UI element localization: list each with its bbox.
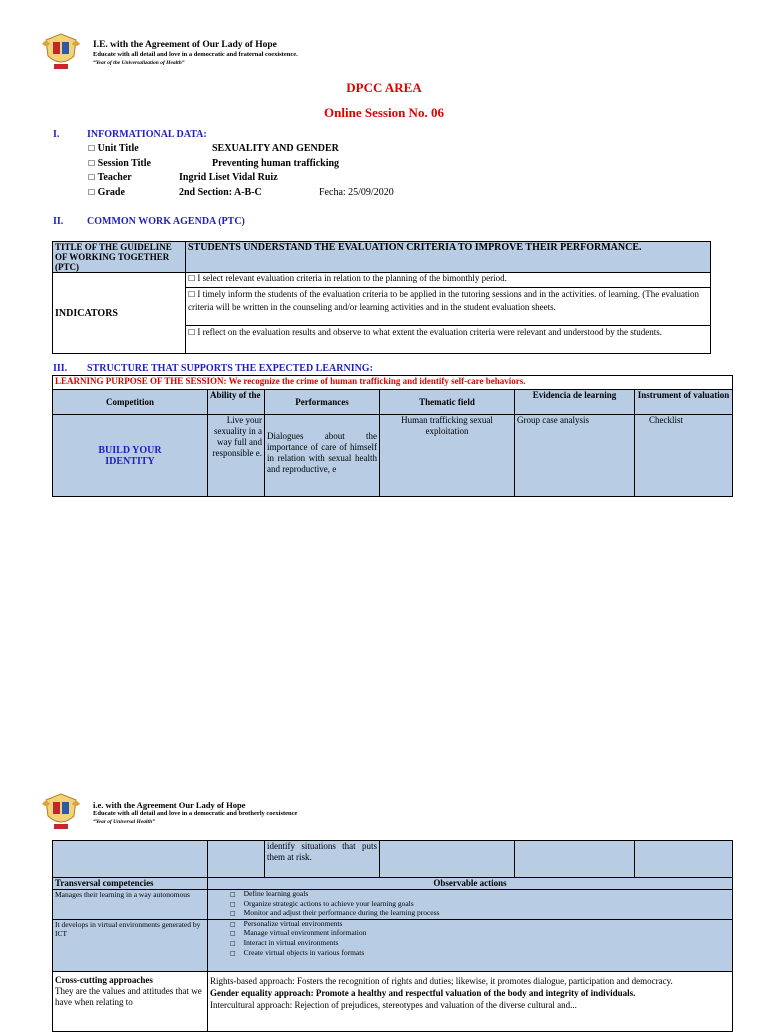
ptc-title-value: STUDENTS UNDERSTAND THE EVALUATION CRITERIA TO IMPROVE THEIR PERFORMANCE.: [186, 242, 711, 273]
competency-virtual: It develops in virtual environments generated by ICT: [53, 919, 208, 971]
col-instrument: Instrument of valuation: [635, 390, 733, 415]
thematic-cell: Human trafficking sexual exploitation: [380, 415, 515, 497]
school-crest-icon-2: [40, 790, 82, 832]
school-motto-2: Educate with all detail and love in a democratic and brotherly coexistence: [93, 810, 298, 817]
area-title: DPCC AREA: [346, 80, 422, 95]
approaches-desc: They are the values and attitudes that we have when relating to: [55, 985, 202, 1007]
action-item: □ Manage virtual environment information: [244, 929, 730, 939]
col-thematic: Thematic field: [380, 390, 515, 415]
col-performances: Performances: [265, 390, 380, 415]
action-item: □ Define learning goals: [244, 890, 730, 900]
virtual-actions: [208, 919, 733, 971]
school-name: I.E. with the Agreement of Our Lady of Hope: [93, 40, 277, 50]
year-motto-2: “Year of Universal Health”: [93, 819, 155, 825]
col-ability: Ability of the: [208, 390, 265, 415]
action-item: □ Organize strategic actions to achieve your learning goals: [244, 900, 730, 910]
col-competition: Competition: [53, 390, 208, 415]
action-item: □ Create virtual objects in various formats: [244, 949, 730, 959]
ptc-table: [52, 241, 711, 354]
competition-cell: BUILD YOUR IDENTITY: [53, 415, 208, 497]
approaches-cell: [53, 971, 208, 1031]
observable-label: Observable actions: [208, 878, 733, 890]
autonomous-actions: [208, 890, 733, 920]
rights-approach: Rights-based approach: Fosters the recognition of rights and duties; likewise, it promotes dialogue, participation and democracy.: [210, 975, 673, 986]
info-row-teacher: ☐ Teacher Ingrid Liset Vidal Ruiz: [88, 172, 278, 183]
school-motto: Educate with all detail and love in a democratic and fraternal coexistence.: [93, 51, 298, 58]
competency-autonomous: Manages their learning in a way autonomous: [53, 890, 208, 920]
approaches-detail: [208, 971, 733, 1031]
action-item: □ Interact in virtual environments: [244, 939, 730, 949]
learning-purpose: LEARNING PURPOSE OF THE SESSION: We recognize the crime of human trafficking and identify self-care behaviors.: [53, 376, 733, 390]
school-crest-icon: [40, 30, 82, 72]
indicator-3: ☐ I reflect on the evaluation results and observe to what extent the evaluation criteria were relevant and understood by the students.: [186, 326, 711, 354]
performance-continued: identify situations that puts them at risk.: [265, 841, 380, 878]
indicators-label: INDICATORS: [53, 273, 186, 354]
intercultural-approach: Intercultural approach: Rejection of prejudices, stereotypes and valuation of the diverse cultural and...: [210, 999, 577, 1010]
action-item: □ Monitor and adjust their performance during the learning process: [244, 909, 730, 919]
instrument-cell: Checklist: [635, 415, 733, 497]
col-evidence: Evidencia de learning: [515, 390, 635, 415]
learning-structure-table: [52, 375, 733, 497]
section-3-heading: III. STRUCTURE THAT SUPPORTS THE EXPECTED LEARNING:: [53, 363, 373, 374]
section-2-heading: II. COMMON WORK AGENDA (PTC): [53, 216, 245, 227]
section-1-heading: I. INFORMATIONAL DATA:: [53, 129, 207, 140]
performances-cell: Dialogues about the importance of care of himself in relation with sexual health and reproductive, e: [265, 415, 380, 497]
ptc-title-label: TITLE OF THE GUIDELINE OF WORKING TOGETHER (PTC): [53, 242, 186, 273]
info-row-grade: ☐ Grade 2nd Section: A-B-C Fecha: 25/09/2020: [88, 186, 394, 198]
year-motto: “Year of the Universalization of Health”: [93, 60, 185, 66]
action-item: □ Personalize virtual environments: [244, 920, 730, 930]
transversal-label: Transversal competencies: [53, 878, 208, 890]
evidence-cell: Group case analysis: [515, 415, 635, 497]
indicator-2: ☐ I timely inform the students of the evaluation criteria to be applied in the tutoring sessions and in the activities. of learning. (The evaluation criteria will be written in the counseling and/or learning activities and in the student evaluation sheets.: [186, 288, 711, 326]
ability-cell: Live your sexuality in a way full and responsible e.: [208, 415, 265, 497]
approaches-label: Cross-cutting approaches: [55, 974, 153, 985]
indicator-1: ☐ I select relevant evaluation criteria in relation to the planning of the bimonthly period.: [186, 273, 711, 288]
informational-data: [88, 143, 508, 201]
info-row-session: ☐ Session Title Preventing human trafficking: [88, 157, 340, 169]
info-row-unit: ☐ Unit Title SEXUALITY AND GENDER: [88, 143, 339, 154]
competencies-table: [52, 840, 733, 1032]
session-title: Online Session No. 06: [324, 105, 444, 120]
school-name-2: i.e. with the Agreement Our Lady of Hope: [93, 800, 246, 810]
gender-approach: Gender equality approach: Promote a healthy and respectful valuation of the body and integrity of individuals.: [210, 987, 636, 998]
